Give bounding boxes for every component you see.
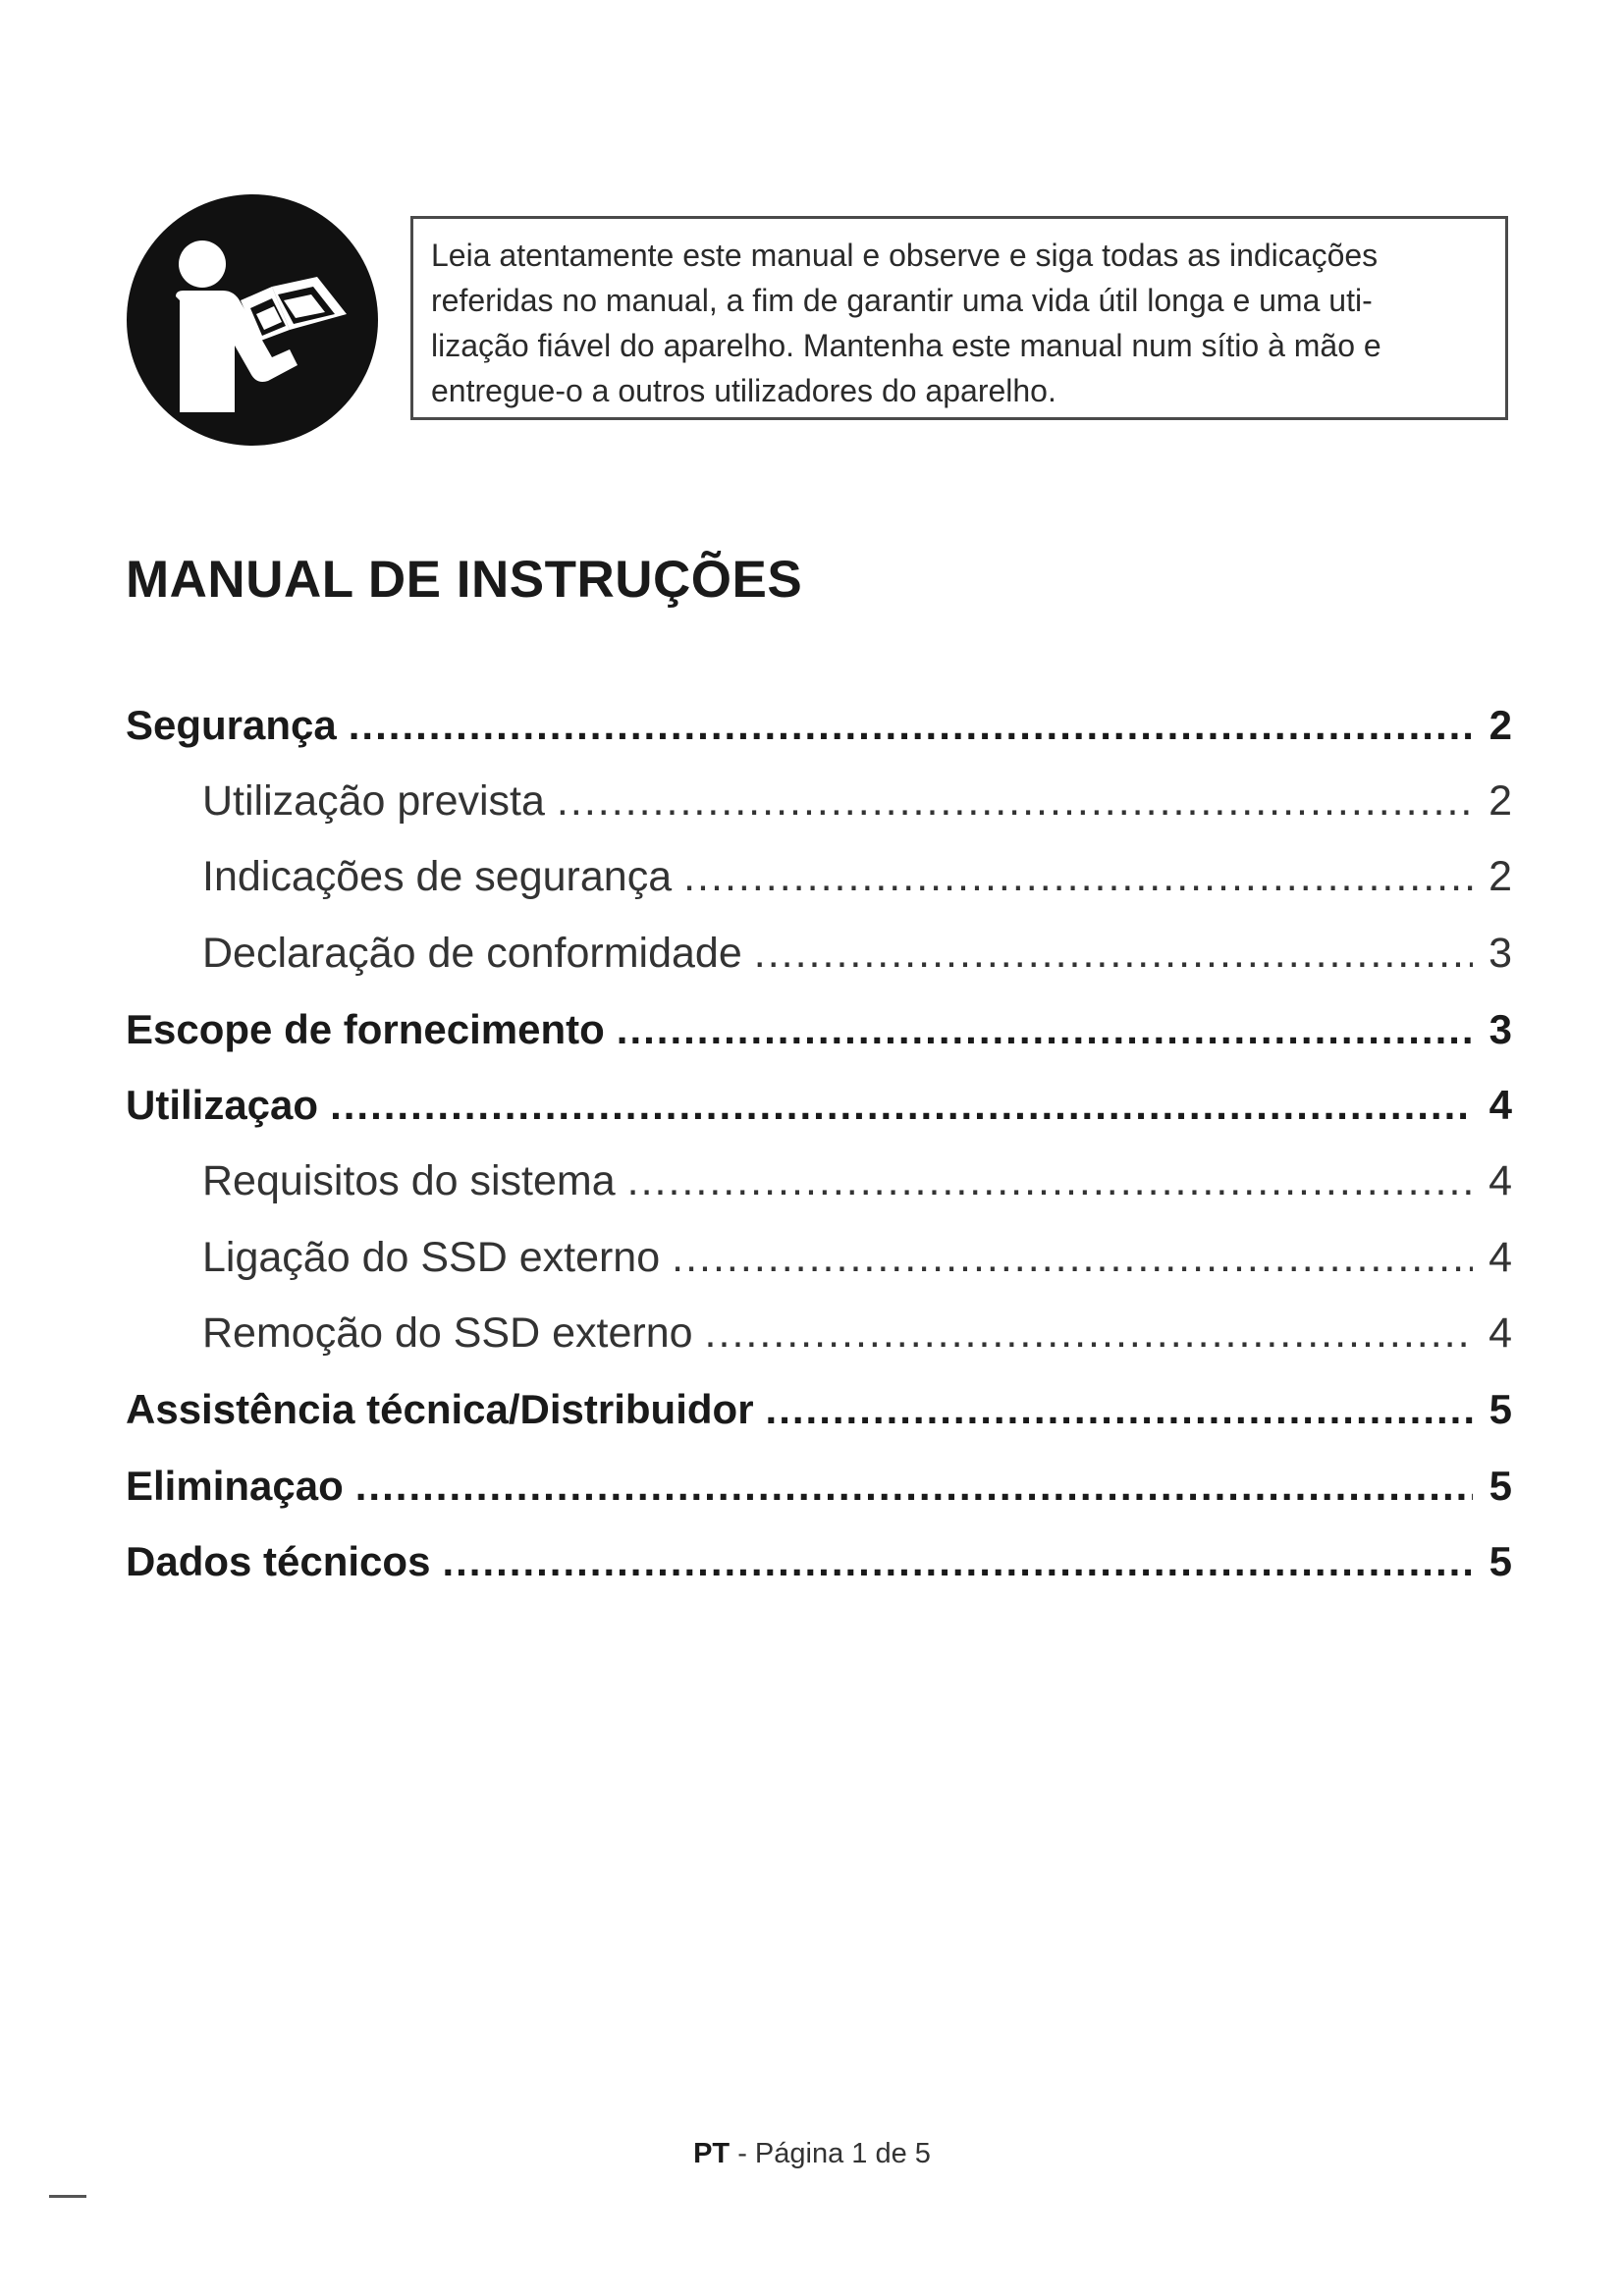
toc-dot-leader xyxy=(355,1463,1473,1510)
footer-page-number: Página 1 de 5 xyxy=(754,2138,931,2169)
toc-entry-label: Requisitos do sistema xyxy=(202,1157,616,1205)
toc-dot-leader xyxy=(672,1234,1473,1282)
toc-entry[interactable] xyxy=(126,1220,1512,1297)
toc-dot-leader xyxy=(766,1386,1473,1433)
toc-entry[interactable] xyxy=(126,1296,1512,1372)
read-manual-icon xyxy=(125,192,380,448)
toc-dot-leader xyxy=(349,702,1473,749)
toc-entry[interactable] xyxy=(126,1068,1512,1145)
toc-entry-page: 3 xyxy=(1489,1005,1512,1052)
toc-entry-label: Dados técnicos xyxy=(126,1538,431,1585)
toc-dot-leader xyxy=(442,1538,1473,1585)
table-of-contents xyxy=(126,687,1512,1600)
toc-entry[interactable] xyxy=(126,1144,1512,1220)
notice-line: entregue-o a outros utilizadores do aparelho. xyxy=(431,373,1056,408)
document-title: MANUAL DE INSTRUÇÕES xyxy=(126,551,803,609)
toc-entry-label: Utilização prevista xyxy=(202,776,545,825)
toc-entry-page: 2 xyxy=(1489,853,1512,901)
toc-entry[interactable] xyxy=(126,764,1512,840)
footer-separator: - xyxy=(730,2138,755,2169)
toc-entry[interactable] xyxy=(126,1372,1512,1449)
notice-box xyxy=(410,216,1508,420)
toc-entry-label: Indicações de segurança xyxy=(202,853,673,901)
toc-entry-label: Escope de fornecimento xyxy=(126,1005,605,1052)
toc-entry-page: 4 xyxy=(1489,1233,1512,1281)
toc-entry-label: Eliminaçao xyxy=(126,1462,344,1509)
toc-entry-label: Assistência técnica/Distribuidor xyxy=(126,1386,754,1433)
toc-dot-leader xyxy=(557,777,1473,826)
toc-dot-leader xyxy=(754,930,1473,978)
toc-entry-page: 2 xyxy=(1489,776,1512,825)
notice-line: Leia atentamente este manual e observe e siga todas as indicações xyxy=(431,238,1379,273)
toc-entry-page: 4 xyxy=(1489,1309,1512,1358)
toc-dot-leader xyxy=(705,1309,1473,1358)
toc-entry-label: Ligação do SSD externo xyxy=(202,1233,661,1281)
toc-entry-page: 5 xyxy=(1489,1386,1512,1433)
toc-dot-leader xyxy=(683,853,1473,901)
toc-entry-page: 5 xyxy=(1489,1462,1512,1509)
toc-entry-label: Declaração de conformidade xyxy=(202,929,742,977)
scan-artifact-mark xyxy=(49,2195,86,2198)
toc-entry[interactable] xyxy=(126,1524,1512,1601)
toc-dot-leader xyxy=(330,1082,1473,1129)
toc-entry[interactable] xyxy=(126,916,1512,992)
toc-entry-label: Segurança xyxy=(126,701,337,748)
footer-language-code: PT xyxy=(693,2138,731,2169)
toc-entry-page: 5 xyxy=(1489,1538,1512,1585)
page-footer xyxy=(0,2138,1624,2170)
toc-dot-leader xyxy=(617,1006,1473,1053)
toc-entry[interactable] xyxy=(126,839,1512,916)
toc-entry-label: Utilizaçao xyxy=(126,1082,319,1129)
toc-entry[interactable] xyxy=(126,991,1512,1068)
toc-entry-label: Remoção do SSD externo xyxy=(202,1309,693,1358)
toc-entry-page: 4 xyxy=(1489,1157,1512,1205)
notice-line: referidas no manual, a fim de garantir uma vida útil longa e uma uti- xyxy=(431,283,1373,318)
toc-entry[interactable] xyxy=(126,1448,1512,1524)
notice-line: lização fiável do aparelho. Mantenha este manual num sítio à mão e xyxy=(431,328,1381,363)
toc-dot-leader xyxy=(627,1157,1473,1205)
toc-entry-page: 4 xyxy=(1489,1082,1512,1129)
toc-entry-page: 3 xyxy=(1489,929,1512,977)
toc-entry-page: 2 xyxy=(1489,701,1512,748)
toc-entry[interactable] xyxy=(126,687,1512,764)
